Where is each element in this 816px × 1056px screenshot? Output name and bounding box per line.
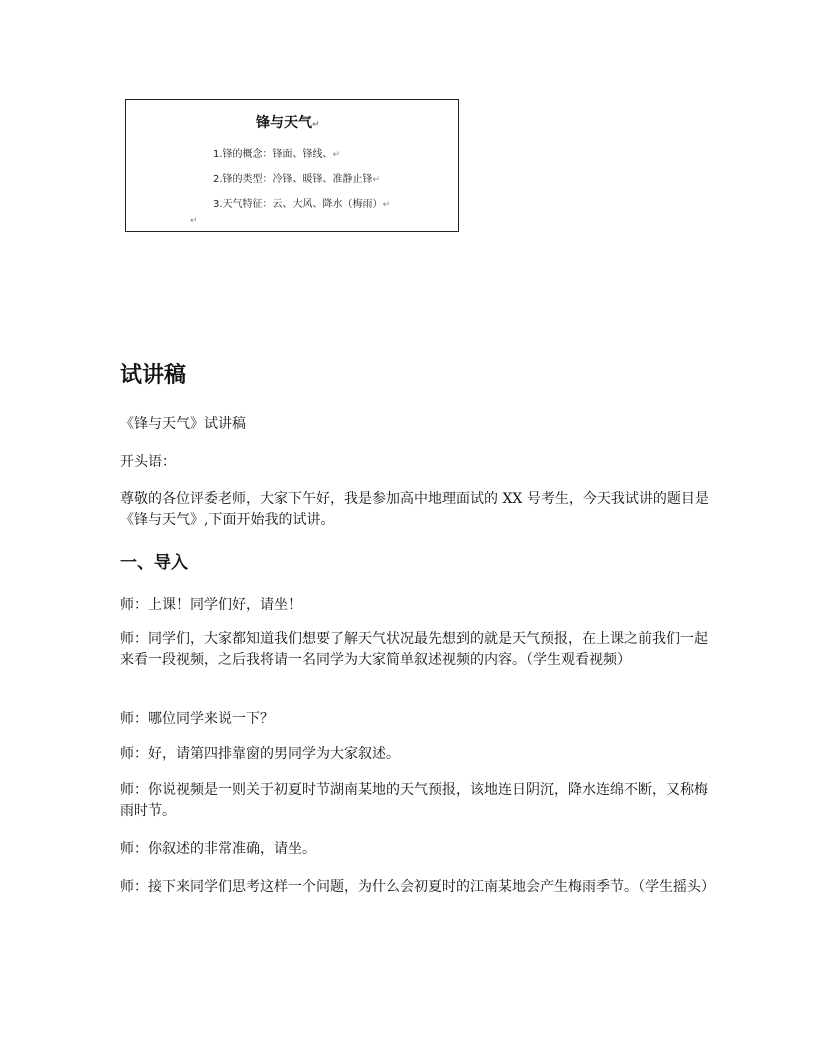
board-line-2-text: 2.锋的类型：冷锋、暖锋、准静止锋 [213,174,373,185]
paragraph-mark-icon: ↵ [332,150,341,160]
paragraph-mark-icon: ↵ [372,175,381,185]
document-heading: 试讲稿 [120,363,187,388]
opening-paragraph: 尊敬的各位评委老师，大家下午好，我是参加高中地理面试的 XX 号考生，今天我试讲的题目是《锋与天气》,下面开始我的试讲。 [120,491,709,528]
dialogue-paragraph: 师：好，请第四排靠窗的男同学为大家叙述。 [120,746,400,762]
board-line-2 [213,170,380,185]
blackboard-design-box [125,99,459,232]
opening-label: 开头语： [120,454,176,470]
paragraph-mark-icon: ↵ [312,120,320,130]
paragraph-mark-icon: ↵ [190,216,198,226]
board-title-text: 锋与天气 [256,115,312,131]
board-line-1 [213,145,340,160]
board-line-3 [213,195,390,210]
document-subtitle: 《锋与天气》试讲稿 [120,416,246,432]
section-heading-intro: 一、导入 [120,553,188,573]
dialogue-paragraph: 师：你说视频是一则关于初夏时节湖南某地的天气预报，该地连日阴沉，降水连绵不断，又称梅雨时节。 [120,782,708,819]
board-line-3-text: 3.天气特征：云、大风、降水（梅雨） [213,199,383,210]
dialogue-paragraph: 师：上课！同学们好，请坐！ [120,597,302,613]
board-title [256,112,320,132]
board-line-1-text: 1.锋的概念：锋面、锋线、 [213,149,333,160]
dialogue-paragraph: 师：接下来同学们思考这样一个问题，为什么会初夏时的江南某地会产生梅雨季节。（学生摇头） [120,879,715,895]
dialogue-paragraph: 师：同学们，大家都知道我们想要了解天气状况最先想到的就是天气预报，在上课之前我们一起来看一段视频，之后我将请一名同学为大家简单叙述视频的内容。（学生观看视频） [120,631,708,668]
dialogue-paragraph: 师：哪位同学来说一下？ [120,711,274,727]
paragraph-mark-icon: ↵ [382,200,391,210]
dialogue-paragraph: 师：你叙述的非常准确，请坐。 [120,841,316,857]
